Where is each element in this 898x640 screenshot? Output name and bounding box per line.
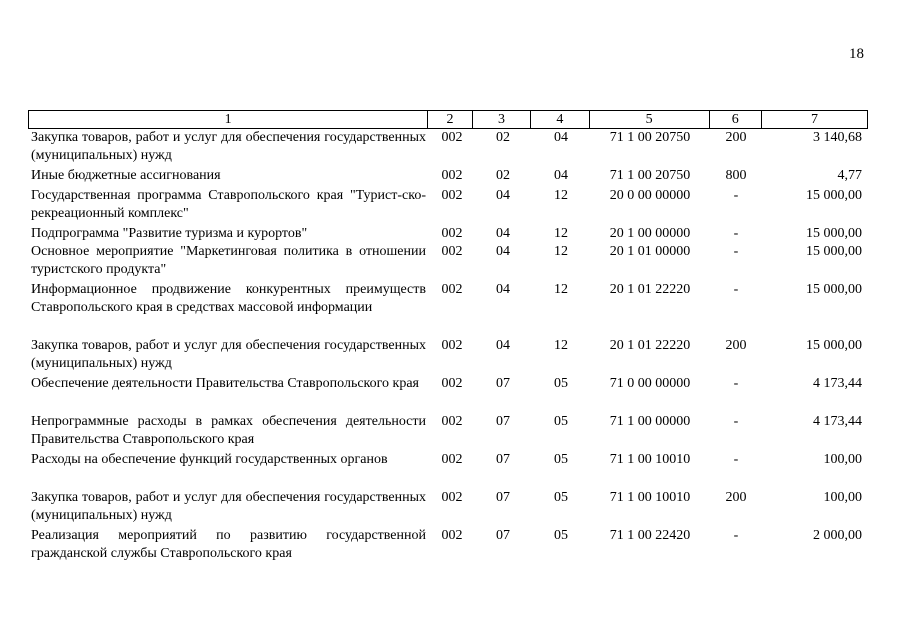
row-section: 02 bbox=[496, 168, 510, 183]
row-section: 04 bbox=[496, 244, 510, 259]
row-expense-type: - bbox=[733, 188, 739, 203]
row-ministry-code: 002 bbox=[441, 130, 463, 145]
row-target-article: 71 1 00 20750 bbox=[609, 168, 691, 183]
header-col-2: 2 bbox=[427, 111, 472, 128]
row-section: 07 bbox=[496, 490, 510, 505]
row-name: Иные бюджетные ассигнования bbox=[31, 168, 221, 183]
table-row bbox=[28, 281, 868, 337]
row-target-article: 71 1 00 22420 bbox=[609, 528, 691, 543]
header-col-5: 5 bbox=[589, 111, 709, 128]
row-expense-type: - bbox=[733, 376, 739, 391]
row-amount: 100,00 bbox=[823, 452, 862, 467]
row-target-article: 71 0 00 00000 bbox=[609, 376, 691, 391]
row-target-article: 20 1 01 22220 bbox=[609, 338, 691, 353]
table-row bbox=[28, 225, 868, 243]
row-expense-type: 200 bbox=[725, 338, 747, 353]
table-body bbox=[28, 129, 868, 565]
row-section: 07 bbox=[496, 376, 510, 391]
row-amount: 2 000,00 bbox=[813, 528, 862, 543]
row-target-article: 71 1 00 20750 bbox=[609, 130, 691, 145]
row-subsection: 04 bbox=[554, 168, 568, 183]
row-expense-type: - bbox=[733, 452, 739, 467]
header-col-4: 4 bbox=[530, 111, 588, 128]
row-amount: 15 000,00 bbox=[806, 338, 862, 353]
row-section: 04 bbox=[496, 282, 510, 297]
row-section: 07 bbox=[496, 414, 510, 429]
row-amount: 4 173,44 bbox=[813, 376, 862, 391]
page-number: 18 bbox=[849, 46, 864, 62]
table-row bbox=[28, 243, 868, 281]
table-row bbox=[28, 527, 868, 565]
row-subsection: 12 bbox=[554, 226, 568, 241]
row-subsection: 05 bbox=[554, 452, 568, 467]
row-expense-type: 200 bbox=[725, 490, 747, 505]
row-subsection: 12 bbox=[554, 244, 568, 259]
row-target-article: 20 1 01 00000 bbox=[609, 244, 691, 259]
budget-table bbox=[28, 110, 868, 565]
row-name: Закупка товаров, работ и услуг для обеспечения государственных (муниципальных) нужд bbox=[31, 490, 426, 523]
row-section: 04 bbox=[496, 338, 510, 353]
row-ministry-code: 002 bbox=[441, 452, 463, 467]
table-row bbox=[28, 167, 868, 187]
table-row bbox=[28, 187, 868, 225]
row-section: 07 bbox=[496, 528, 510, 543]
row-expense-type: - bbox=[733, 414, 739, 429]
row-section: 04 bbox=[496, 226, 510, 241]
table-row bbox=[28, 489, 868, 527]
row-ministry-code: 002 bbox=[441, 414, 463, 429]
row-expense-type: - bbox=[733, 244, 739, 259]
row-subsection: 12 bbox=[554, 188, 568, 203]
row-target-article: 20 1 00 00000 bbox=[609, 226, 691, 241]
row-subsection: 04 bbox=[554, 130, 568, 145]
row-name: Закупка товаров, работ и услуг для обеспечения государственных (муниципальных) нужд bbox=[31, 338, 426, 371]
row-amount: 15 000,00 bbox=[806, 282, 862, 297]
header-col-3: 3 bbox=[472, 111, 530, 128]
row-amount: 100,00 bbox=[823, 490, 862, 505]
row-subsection: 05 bbox=[554, 414, 568, 429]
row-target-article: 71 1 00 10010 bbox=[609, 490, 691, 505]
row-ministry-code: 002 bbox=[441, 490, 463, 505]
row-ministry-code: 002 bbox=[441, 282, 463, 297]
header-col-6: 6 bbox=[709, 111, 762, 128]
row-expense-type: - bbox=[733, 282, 739, 297]
row-name: Информационное продвижение конкурентных преимуществ Ставропольского края в средствах массовой информации bbox=[31, 282, 426, 315]
row-ministry-code: 002 bbox=[441, 226, 463, 241]
row-name: Закупка товаров, работ и услуг для обеспечения государственных (муниципальных) нужд bbox=[31, 130, 426, 163]
row-name: Расходы на обеспечение функций государственных органов bbox=[31, 452, 388, 467]
row-expense-type: 200 bbox=[725, 130, 747, 145]
row-amount: 15 000,00 bbox=[806, 244, 862, 259]
row-target-article: 71 1 00 00000 bbox=[609, 414, 691, 429]
table-row bbox=[28, 413, 868, 451]
row-ministry-code: 002 bbox=[441, 528, 463, 543]
header-col-1: 1 bbox=[224, 112, 232, 127]
table-row bbox=[28, 375, 868, 413]
row-amount: 3 140,68 bbox=[813, 130, 862, 145]
row-target-article: 71 1 00 10010 bbox=[609, 452, 691, 467]
row-subsection: 12 bbox=[554, 338, 568, 353]
row-name: Обеспечение деятельности Правительства Ставропольского края bbox=[31, 376, 419, 391]
table-row bbox=[28, 129, 868, 167]
table-header bbox=[28, 110, 868, 129]
row-ministry-code: 002 bbox=[441, 188, 463, 203]
table-row bbox=[28, 337, 868, 375]
row-name: Государственная программа Ставропольского края "Турист-ско-рекреационный комплекс" bbox=[31, 188, 426, 221]
row-section: 04 bbox=[496, 188, 510, 203]
row-target-article: 20 1 01 22220 bbox=[609, 282, 691, 297]
row-target-article: 20 0 00 00000 bbox=[609, 188, 691, 203]
row-expense-type: 800 bbox=[725, 168, 747, 183]
row-ministry-code: 002 bbox=[441, 168, 463, 183]
row-section: 02 bbox=[496, 130, 510, 145]
header-col-7: 7 bbox=[761, 111, 867, 128]
row-name: Реализация мероприятий по развитию государственной гражданской службы Ставропольского края bbox=[31, 528, 426, 561]
row-subsection: 05 bbox=[554, 528, 568, 543]
row-ministry-code: 002 bbox=[441, 376, 463, 391]
row-section: 07 bbox=[496, 452, 510, 467]
row-amount: 15 000,00 bbox=[806, 226, 862, 241]
row-name: Основное мероприятие "Маркетинговая политика в отношении туристского продукта" bbox=[31, 244, 426, 277]
row-amount: 4,77 bbox=[837, 168, 862, 183]
row-ministry-code: 002 bbox=[441, 244, 463, 259]
row-amount: 4 173,44 bbox=[813, 414, 862, 429]
row-expense-type: - bbox=[733, 226, 739, 241]
row-subsection: 12 bbox=[554, 282, 568, 297]
row-ministry-code: 002 bbox=[441, 338, 463, 353]
table-row bbox=[28, 451, 868, 489]
row-expense-type: - bbox=[733, 528, 739, 543]
row-name: Подпрограмма "Развитие туризма и курортов" bbox=[31, 226, 308, 241]
row-amount: 15 000,00 bbox=[806, 188, 862, 203]
row-subsection: 05 bbox=[554, 490, 568, 505]
row-subsection: 05 bbox=[554, 376, 568, 391]
row-name: Непрограммные расходы в рамках обеспечения деятельности Правительства Ставропольского края bbox=[31, 414, 426, 447]
